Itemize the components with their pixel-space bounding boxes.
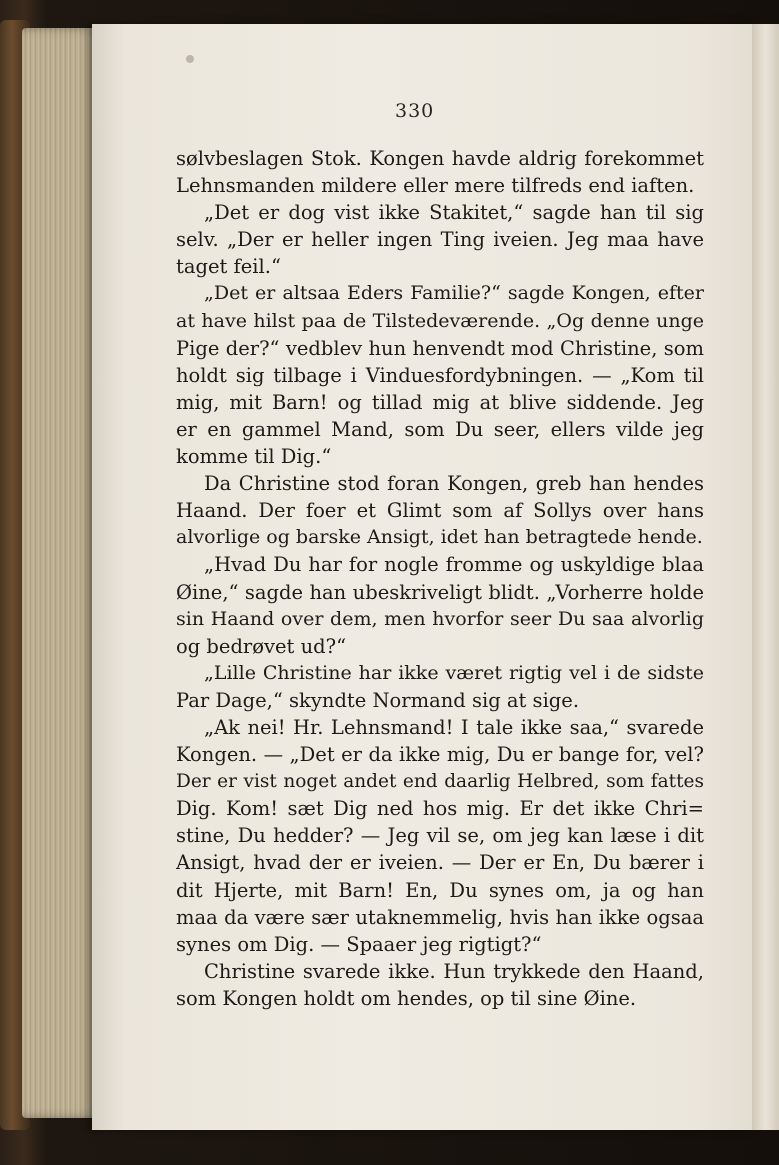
text-line: Haand. Der foer et Glimt som af Sollys over hans [176, 499, 704, 523]
text-line: alvorlige og barske Ansigt, idet han betragtede hende. [176, 526, 703, 549]
text-line: Ansigt, hvad der er iveien. — Der er En, Du bærer i [176, 851, 704, 875]
text-line: Pige der?“ vedblev hun henvendt mod Christine, som [176, 336, 704, 360]
text-line: mig, mit Barn! og tillad mig at blive siddende. Jeg [176, 390, 704, 414]
text-line: Kongen. — „Det er da ikke mig, Du er bange for, vel? [176, 743, 704, 767]
page-stain [186, 55, 194, 63]
text-line: synes om Dig. — Spaaer jeg rigtigt?“ [176, 932, 542, 956]
body-text [176, 145, 704, 1012]
text-line: „Lille Christine har ikke været rigtig vel i de sidste [204, 661, 704, 684]
text-line: Øine,“ sagde han ubeskriveligt blidt. „Vorherre holde [176, 580, 704, 604]
text-line: komme til Dig.“ [176, 445, 332, 469]
text-line: og bedrøvet ud?“ [176, 634, 347, 658]
page-right-edge [752, 24, 779, 1130]
text-line: Par Dage,“ skyndte Normand sig at sige. [176, 688, 580, 712]
text-line: som Kongen holdt om hendes, op til sine Øine. [176, 986, 637, 1010]
text-line: at have hilst paa de Tilstedeværende. „Og denne unge [176, 309, 704, 332]
text-line: „Ak nei! Hr. Lehnsmand! I tale ikke saa,“ svarede [204, 715, 704, 739]
page-number: 330 [395, 100, 435, 122]
text-line: maa da være sær utaknemmelig, hvis han ikke ogsaa [176, 905, 704, 929]
text-line: Lehnsmanden mildere eller mere tilfreds end iaften. [176, 174, 695, 198]
text-line: er en gammel Mand, som Du seer, ellers vilde jeg [176, 417, 704, 441]
text-line: Dig. Kom! sæt Dig ned hos mig. Er det ikke Chri= [176, 797, 704, 821]
text-line: „Det er dog vist ikke Stakitet,“ sagde han til sig [204, 201, 704, 225]
text-line: sølvbeslagen Stok. Kongen havde aldrig forekommet [176, 147, 704, 170]
page-edges [22, 28, 102, 1118]
text-line: dit Hjerte, mit Barn! En, Du synes om, ja og han [176, 878, 704, 902]
text-line: „Hvad Du har for nogle fromme og uskyldige blaa [204, 553, 704, 577]
text-line: selv. „Der er heller ingen Ting iveien. Jeg maa have [176, 228, 704, 252]
text-line: Christine svarede ikke. Hun trykkede den Haand, [204, 959, 704, 983]
text-line: stine, Du hedder? — Jeg vil se, om jeg kan læse i dit [176, 824, 704, 848]
text-line: taget feil.“ [176, 255, 281, 279]
text-line: sin Haand over dem, men hvorfor seer Du saa alvorlig [176, 607, 704, 630]
text-line: Da Christine stod foran Kongen, greb han hendes [204, 472, 704, 496]
text-line: „Det er altsaa Eders Familie?“ sagde Kongen, efter [204, 282, 704, 305]
text-line: holdt sig tilbage i Vinduesfordybningen. — „Kom til [176, 363, 704, 387]
text-line: Der er vist noget andet end daarlig Helbred, som fattes [176, 771, 704, 793]
